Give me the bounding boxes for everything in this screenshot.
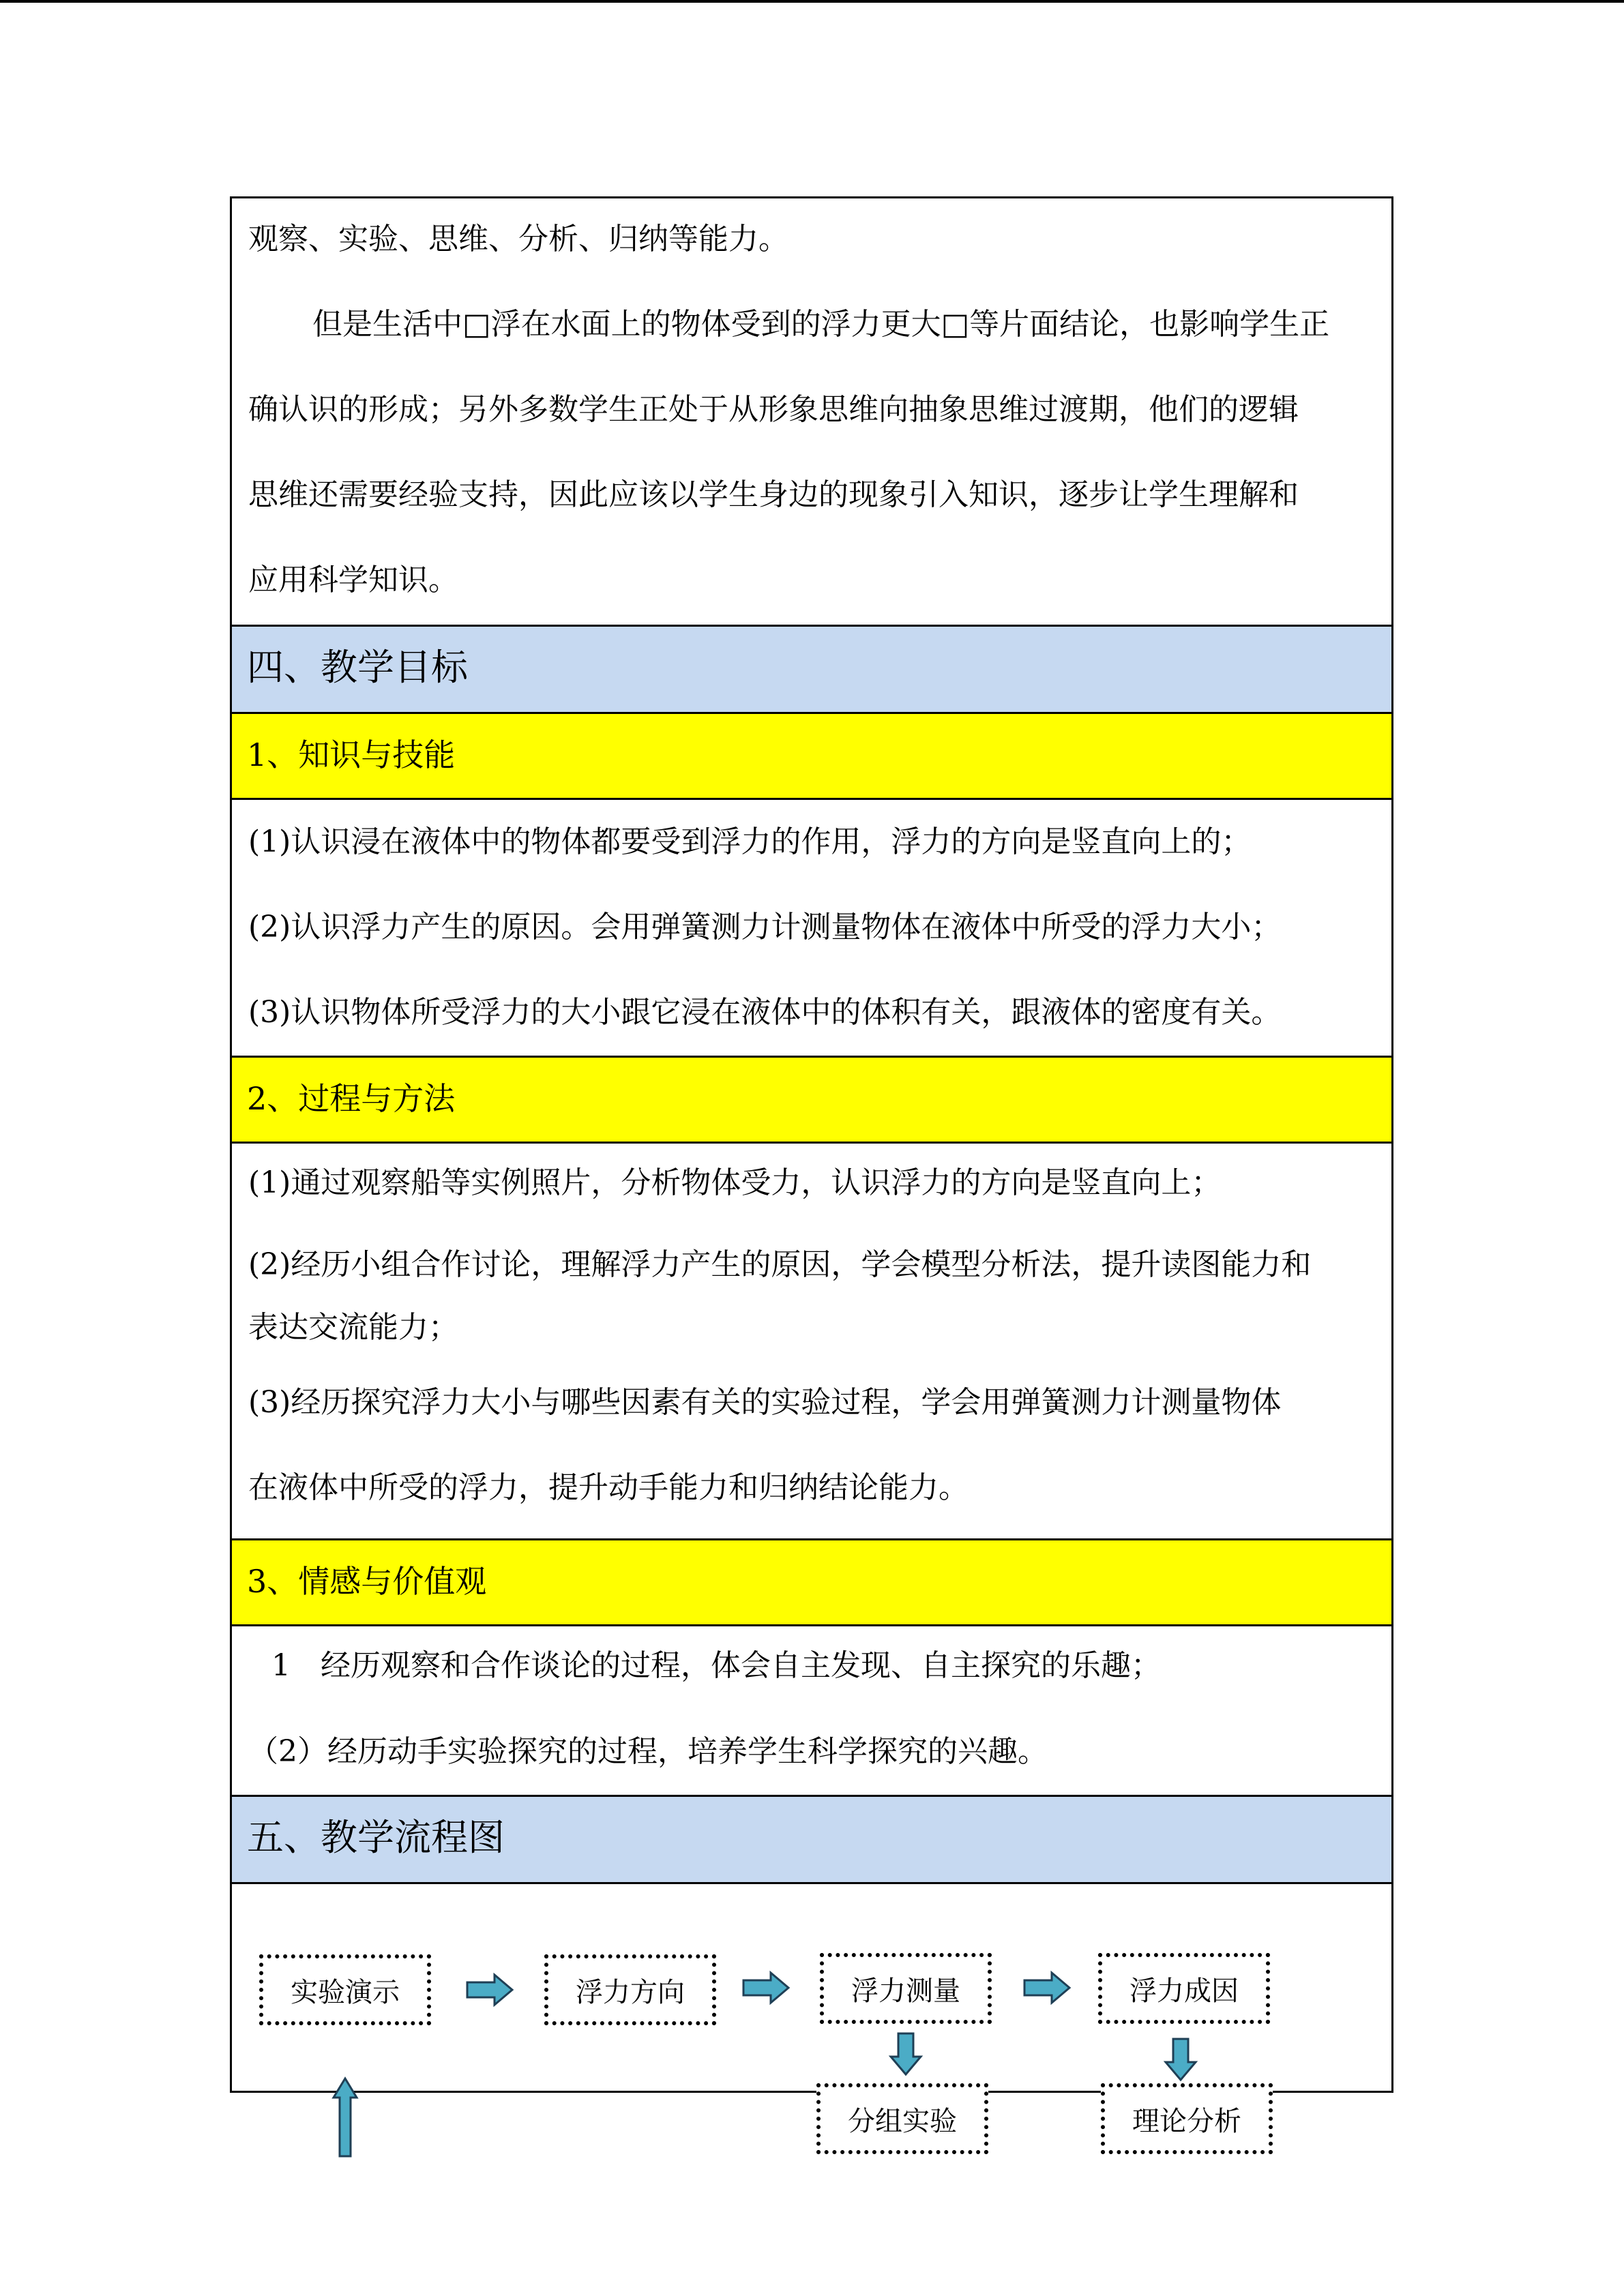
knowledge-header (232, 712, 1391, 798)
emotion-body (232, 1624, 1391, 1795)
section4-header (232, 625, 1391, 712)
process-line: (3)经历探究浮力大小与哪些因素有关的实验过程，学会用弹簧测力计测量物体 (248, 1385, 1282, 1420)
section5-header (232, 1795, 1391, 1882)
subsection-title: 2、过程与方法 (247, 1080, 456, 1117)
process-line: 在液体中所受的浮力，提升动手能力和归纳结论能力。 (248, 1470, 969, 1505)
emotion-line: 1 经历观察和合作谈论的过程，体会自主发现、自主探究的乐趣； (271, 1648, 1161, 1683)
arrow-up-icon (331, 2077, 359, 2158)
flow-step-direction: 浮力方向 (544, 1954, 716, 2025)
process-line: 表达交流能力； (248, 1310, 458, 1345)
section-title: 四、教学目标 (247, 646, 468, 689)
intro-line: 观察、实验、思维、分析、归纳等能力。 (248, 222, 788, 256)
arrow-down-icon (1164, 2038, 1198, 2081)
subsection-title: 1、知识与技能 (247, 736, 456, 773)
arrow-down-icon (889, 2032, 923, 2076)
emotion-header (232, 1538, 1391, 1624)
knowledge-item: (1)认识浸在液体中的物体都要受到浮力的作用，浮力的方向是竖直向上的； (248, 824, 1252, 859)
intro-line: 但是生活中□浮在水面上的物体受到的浮力更大□等片面结论，也影响学生正 (312, 307, 1330, 342)
arrow-right-icon (742, 1971, 790, 2005)
intro-line: 应用科学知识。 (248, 563, 458, 597)
process-line: (2)经历小组合作讨论，理解浮力产生的原因，学会模型分析法，提升读图能力和 (248, 1247, 1312, 1282)
subsection-title: 3、情感与价值观 (247, 1563, 487, 1600)
process-header (232, 1056, 1391, 1142)
knowledge-body (232, 798, 1391, 1056)
flow-branch-theory: 理论分析 (1101, 2083, 1273, 2154)
intro-line: 思维还需要经验支持，因此应该以学生身边的现象引入知识，逐步让学生理解和 (248, 477, 1299, 512)
emotion-line: （2）经历动手实验探究的过程，培养学生科学探究的兴趣。 (248, 1734, 1048, 1769)
flow-step-cause: 浮力成因 (1098, 1953, 1270, 2024)
page-top-border (0, 0, 1624, 3)
section-title: 五、教学流程图 (247, 1816, 505, 1859)
process-line: (1)通过观察船等实例照片，分析物体受力，认识浮力的方向是竖直向上； (248, 1165, 1222, 1200)
knowledge-item: (3)认识物体所受浮力的大小跟它浸在液体中的体积有关，跟液体的密度有关。 (248, 995, 1282, 1030)
flow-step-measure: 浮力测量 (820, 1953, 992, 2024)
knowledge-item: (2)认识浮力产生的原因。会用弹簧测力计测量物体在液体中所受的浮力大小； (248, 910, 1282, 944)
arrow-right-icon (466, 1973, 514, 2007)
flow-branch-group-experiment: 分组实验 (816, 2083, 988, 2154)
intro-row (232, 198, 1391, 625)
intro-line: 确认识的形成；另外多数学生正处于从形象思维向抽象思维过渡期，他们的逻辑 (248, 392, 1299, 427)
flow-step-demo: 实验演示 (259, 1954, 431, 2025)
process-body (232, 1142, 1391, 1538)
arrow-right-icon (1023, 1971, 1071, 2005)
lesson-plan-table (230, 196, 1393, 2093)
